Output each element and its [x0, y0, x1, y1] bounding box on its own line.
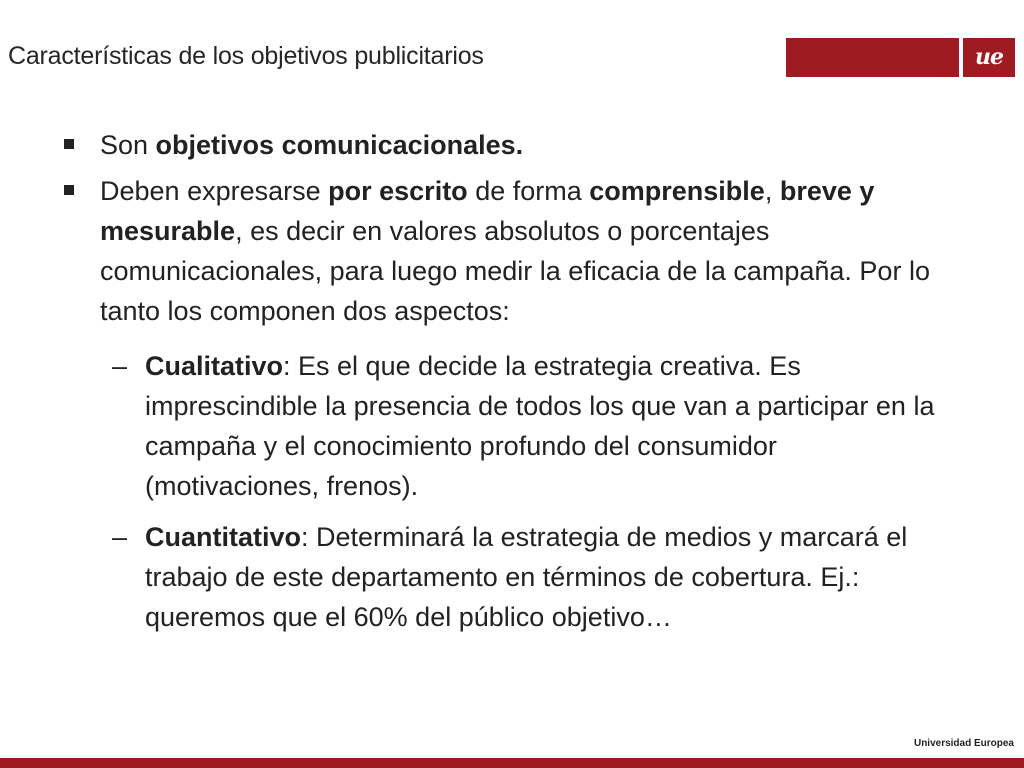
sub-bullet-text-bold: Cualitativo: [145, 351, 284, 381]
sub-bullet-item: [145, 517, 945, 637]
bullet-text-bold: por escrito: [328, 176, 468, 206]
universidad-europea-logo: ue: [963, 38, 1015, 77]
dash-bullet-icon: –: [112, 351, 128, 381]
sub-bullet-text: : Es el que decide la estrategia creativa. Es imprescindible la presencia de todos los que van a participar en la campaña y el conocimiento profundo del consumidor (motivaciones, frenos).: [145, 351, 935, 501]
footer-label: Universidad Europea: [913, 738, 1014, 749]
sub-bullet-item: [145, 346, 945, 506]
bullet-item: [100, 125, 950, 165]
bullet-text: Son: [100, 130, 156, 160]
slide-title: Características de los objetivos publicitarios: [8, 42, 484, 70]
bullet-text-bold: breve y mesurable: [100, 176, 875, 246]
sub-bullet-text-bold: Cuantitativo: [145, 522, 302, 552]
bullet-text: de forma: [467, 176, 590, 206]
header-red-bar: [786, 38, 959, 77]
bullet-square-icon: [64, 139, 74, 149]
bullet-square-icon: [64, 185, 74, 195]
bullet-text-bold: comprensible: [589, 176, 765, 206]
footer-red-bar: [0, 758, 1024, 768]
bullet-text: , es decir en valores absolutos o porcentajes comunicacionales, para luego medir la eficacia de la campaña. Por lo tanto los componen dos aspectos:: [100, 216, 930, 326]
dash-bullet-icon: –: [112, 522, 128, 552]
sub-bullet-text: : Determinará la estrategia de medios y marcará el trabajo de este departamento en términos de cobertura. Ej.: queremos que el 60% del público objetivo…: [145, 522, 908, 632]
bullet-text-bold: objetivos comunicacionales.: [155, 130, 524, 160]
bullet-text: Deben expresarse: [100, 176, 329, 206]
bullet-item: [100, 171, 950, 331]
bullet-text: ,: [764, 176, 780, 206]
